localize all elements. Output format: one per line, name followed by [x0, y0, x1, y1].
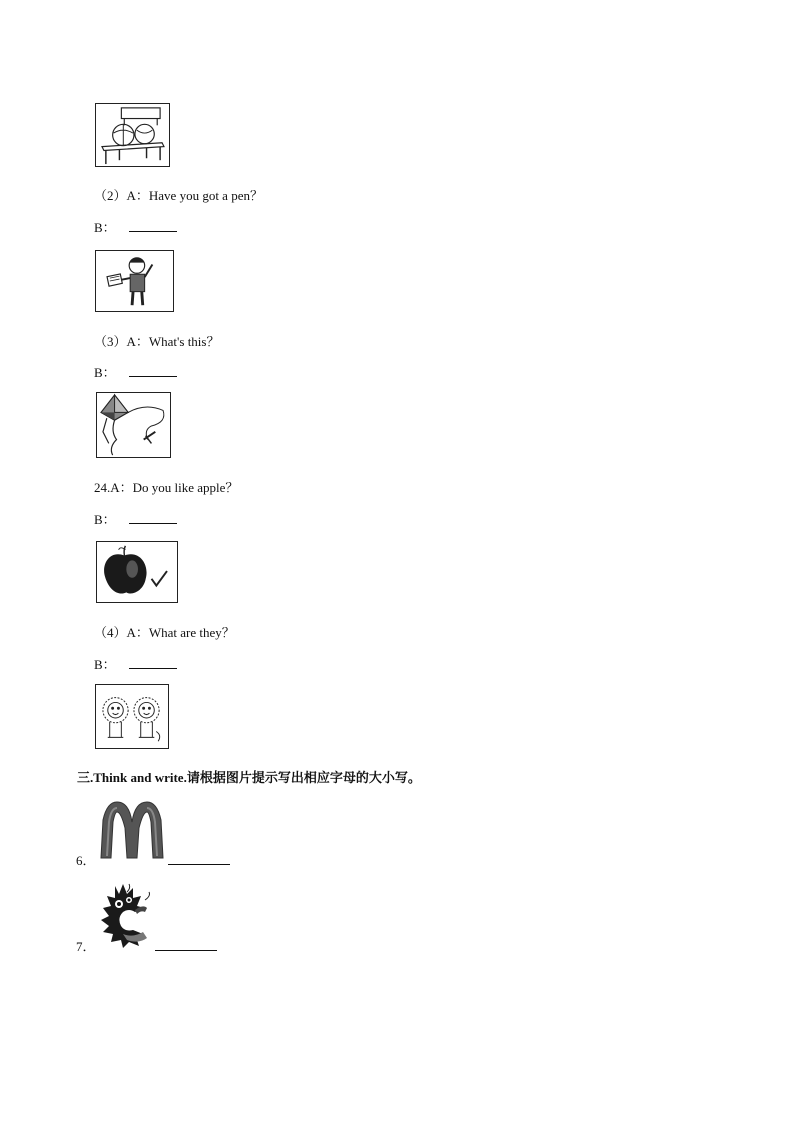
section-number: 三. — [77, 770, 94, 785]
question-3-prompt: （3）A：What's this？ — [94, 334, 220, 349]
item-6-answer-blank[interactable] — [168, 852, 230, 865]
question-4-answer — [94, 654, 177, 673]
item-7-answer-blank[interactable] — [155, 938, 217, 951]
apple-with-check-icon — [96, 541, 178, 603]
answer-label: B： — [94, 657, 116, 672]
item-7-number: 7． — [76, 939, 96, 954]
answer-label: B： — [94, 365, 116, 380]
item-7 — [76, 936, 96, 955]
question-24-answer — [94, 509, 177, 528]
question-3-answer — [94, 362, 177, 381]
basketball-on-chair-icon — [95, 103, 170, 167]
item-6-number: 6． — [76, 853, 96, 868]
boy-with-pencil-case-icon — [95, 250, 174, 312]
answer-blank[interactable] — [129, 218, 177, 232]
answer-blank[interactable] — [129, 655, 177, 669]
kite-icon — [96, 392, 171, 458]
question-2-answer — [94, 217, 177, 236]
section-title-cn: 请根据图片提示写出相应字母的大小写。 — [186, 771, 421, 786]
section-3-heading — [77, 767, 421, 786]
answer-blank[interactable] — [129, 363, 177, 377]
monster-letter-c-icon — [99, 882, 155, 948]
section-title-en: Think and write. — [93, 770, 187, 785]
question-24-prompt: 24.A：Do you like apple？ — [94, 480, 239, 495]
answer-label: B： — [94, 512, 116, 527]
question-4-prompt: （4）A：What are they？ — [94, 625, 235, 640]
two-lions-icon — [95, 684, 169, 749]
answer-blank[interactable] — [129, 510, 177, 524]
question-2-prompt: （2）A：Have you got a pen？ — [94, 188, 263, 203]
mcdonalds-arch-m-icon — [97, 798, 167, 860]
item-6 — [76, 850, 96, 869]
answer-label: B： — [94, 220, 116, 235]
